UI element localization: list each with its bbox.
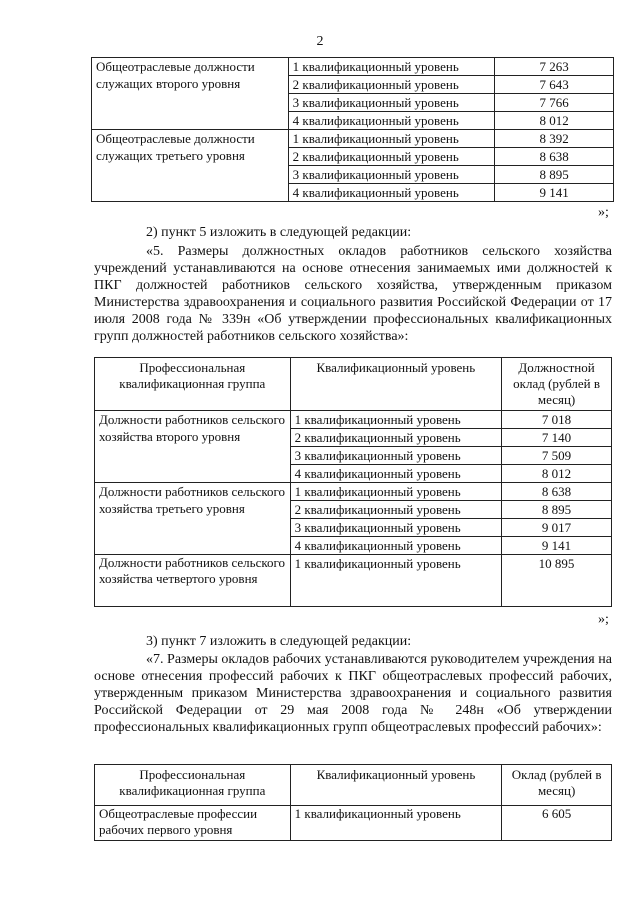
group-name-cell: Должности работников сельского хозяйства второго уровня [95,411,291,483]
level-cell: 3 квалификационный уровень [288,166,495,184]
page-number: 2 [316,34,324,49]
level-cell: 1 квалификационный уровень [290,483,502,501]
paragraph-5-text: «5. Размеры должностных окладов работников сельского хозяйства учреждений устанавливаются на основе отнесения занимаемых ими должностей к ПКГ должностей работников сельского хозяйства, утвержденным приказом Министерства здравоохранения и социального развития Российской Федерации от 17 июля 2008 года № 339н «Об утверждении профессиональных квалификационных групп должностей работников сельского хозяйства»: [94,244,612,344]
closing-quote-1: »; [598,205,609,220]
salary-cell: 8 638 [495,148,614,166]
level-cell: 1 квалификационный уровень [288,58,495,76]
group-name-cell: Общеотраслевые профессии рабочих первого уровня [95,806,291,841]
level-cell: 1 квалификационный уровень [288,130,495,148]
salary-cell: 7 509 [502,447,612,465]
level-cell: 3 квалификационный уровень [290,447,502,465]
header-level: Квалификационный уровень [290,765,502,806]
header-salary: Должностной оклад (рублей в месяц) [502,358,612,411]
level-cell: 2 квалификационный уровень [290,429,502,447]
level-cell: 1 квалификационный уровень [290,411,502,429]
level-cell: 4 квалификационный уровень [288,112,495,130]
table-row [92,58,614,76]
salary-cell: 8 638 [502,483,612,501]
paragraph-point-7: 3) пункт 7 изложить в следующей редакции: [146,634,412,649]
level-cell: 4 квалификационный уровень [288,184,495,202]
group-name-cell: Должности работников сельского хозяйства третьего уровня [95,483,291,555]
salary-cell: 8 895 [502,501,612,519]
salary-cell: 9 141 [502,537,612,555]
level-cell: 3 квалификационный уровень [290,519,502,537]
header-group: Профессиональная квалификационная группа [95,765,291,806]
level-cell: 1 квалификационный уровень [290,555,502,607]
salary-cell: 8 895 [495,166,614,184]
level-cell: 2 квалификационный уровень [290,501,502,519]
salary-cell: 7 766 [495,94,614,112]
salary-cell: 9 017 [502,519,612,537]
table-agriculture-positions [94,357,612,607]
group-name-cell: Общеотраслевые должности служащих второго уровня [92,58,289,130]
header-group: Профессиональная квалификационная группа [95,358,291,411]
salary-cell: 10 895 [502,555,612,607]
header-level: Квалификационный уровень [290,358,502,411]
salary-cell: 8 012 [495,112,614,130]
salary-cell: 9 141 [495,184,614,202]
table-general-positions [91,57,614,202]
table-row [95,411,612,429]
table-row [92,130,614,148]
level-cell: 2 квалификационный уровень [288,148,495,166]
group-name-cell: Общеотраслевые должности служащих третьего уровня [92,130,289,202]
level-cell: 1 квалификационный уровень [290,806,502,841]
level-cell: 4 квалификационный уровень [290,537,502,555]
paragraph-7-text: «7. Размеры окладов рабочих устанавливаются руководителем учреждения на основе отнесения профессий рабочих к ПКГ общеотраслевых профессий рабочих, утвержденным приказом Министерства здравоохранения и социального развития Российской Федерации от 29 мая 2008 года № 248н «Об утверждении профессиональных квалификационных групп общеотраслевых профессий рабочих»: [94,652,612,735]
closing-quote-2: »; [598,612,609,627]
table-header-row [95,765,612,806]
paragraph-point-5: 2) пункт 5 изложить в следующей редакции: [146,225,412,240]
salary-cell: 6 605 [502,806,612,841]
table-workers [94,764,612,841]
table-header-row [95,358,612,411]
table-row [95,806,612,841]
table-row [95,483,612,501]
group-name-cell: Должности работников сельского хозяйства четвертого уровня [95,555,291,607]
table-row [95,555,612,607]
salary-cell: 7 140 [502,429,612,447]
level-cell: 3 квалификационный уровень [288,94,495,112]
salary-cell: 7 018 [502,411,612,429]
salary-cell: 8 012 [502,465,612,483]
salary-cell: 8 392 [495,130,614,148]
salary-cell: 7 263 [495,58,614,76]
header-salary: Оклад (рублей в месяц) [502,765,612,806]
level-cell: 4 квалификационный уровень [290,465,502,483]
salary-cell: 7 643 [495,76,614,94]
level-cell: 2 квалификационный уровень [288,76,495,94]
